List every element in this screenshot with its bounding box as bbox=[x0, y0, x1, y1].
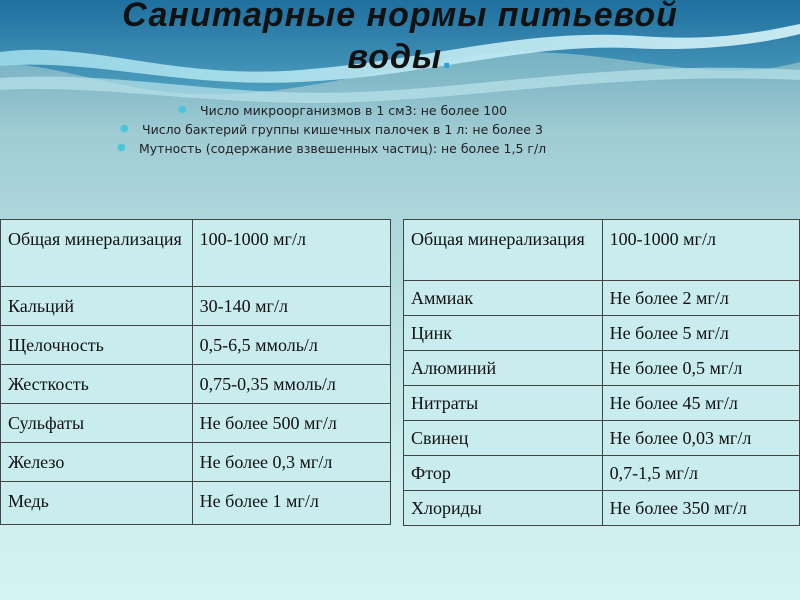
table-cell-name: Аммиак bbox=[404, 281, 603, 316]
bullet-text: Мутность (содержание взвешенных частиц): не более 1,5 г/л bbox=[139, 141, 547, 156]
slide-title-line2 bbox=[0, 38, 800, 77]
table-cell-value: Не более 5 мг/л bbox=[602, 316, 799, 351]
table-cell-value: Не более 0,03 мг/л bbox=[602, 421, 799, 456]
table-cell-value: Не более 0,5 мг/л bbox=[602, 351, 799, 386]
table-cell-value: 0,5-6,5 ммоль/л bbox=[192, 326, 390, 365]
table-row bbox=[1, 220, 391, 287]
table-cell-value: 0,7-1,5 мг/л bbox=[602, 456, 799, 491]
table-cell-value: Не более 350 мг/л bbox=[602, 491, 799, 526]
table-row bbox=[404, 351, 800, 386]
table-cell-name: Алюминий bbox=[404, 351, 603, 386]
table-row bbox=[404, 456, 800, 491]
table-row bbox=[1, 326, 391, 365]
bullet-text: Число бактерий группы кишечных палочек в 1 л: не более 3 bbox=[142, 122, 543, 137]
table-row bbox=[404, 386, 800, 421]
bullet-icon: ● bbox=[120, 123, 129, 134]
norms-table-left bbox=[0, 219, 391, 525]
table-row bbox=[1, 482, 391, 525]
table-cell-name: Щелочность bbox=[1, 326, 193, 365]
table-cell-name: Свинец bbox=[404, 421, 603, 456]
table-cell-name: Кальций bbox=[1, 287, 193, 326]
table-cell-name: Нитраты bbox=[404, 386, 603, 421]
table-cell-name: Фтор bbox=[404, 456, 603, 491]
table-cell-value: Не более 2 мг/л bbox=[602, 281, 799, 316]
bullet-text: Число микроорганизмов в 1 см3: не более 100 bbox=[200, 103, 508, 118]
table-row bbox=[404, 220, 800, 281]
title-dot: . bbox=[442, 38, 453, 76]
slide-title: Санитарные нормы питьевой bbox=[122, 0, 678, 34]
table-cell-name: Общая минерализация bbox=[404, 220, 603, 281]
table-cell-name: Железо bbox=[1, 443, 193, 482]
table-row bbox=[1, 404, 391, 443]
table-cell-name: Цинк bbox=[404, 316, 603, 351]
table-cell-value: Не более 1 мг/л bbox=[192, 482, 390, 525]
bullet-item bbox=[117, 141, 547, 156]
table-cell-value: 0,75-0,35 ммоль/л bbox=[192, 365, 390, 404]
table-cell-value: 100-1000 мг/л bbox=[602, 220, 799, 281]
table-cell-value: Не более 500 мг/л bbox=[192, 404, 390, 443]
table-row bbox=[404, 491, 800, 526]
table-row bbox=[1, 287, 391, 326]
table-cell-value: 30-140 мг/л bbox=[192, 287, 390, 326]
table-row bbox=[404, 316, 800, 351]
bullet-icon: ● bbox=[117, 142, 126, 153]
bullet-item bbox=[178, 103, 508, 118]
bullet-icon: ● bbox=[178, 104, 187, 115]
table-cell-value: 100-1000 мг/л bbox=[192, 220, 390, 287]
bullet-item bbox=[120, 122, 543, 137]
table-row bbox=[1, 365, 391, 404]
table-cell-value: Не более 45 мг/л bbox=[602, 386, 799, 421]
table-row bbox=[404, 421, 800, 456]
table-row bbox=[404, 281, 800, 316]
table-cell-name: Хлориды bbox=[404, 491, 603, 526]
table-cell-name: Общая минерализация bbox=[1, 220, 193, 287]
table-cell-value: Не более 0,3 мг/л bbox=[192, 443, 390, 482]
table-row bbox=[1, 443, 391, 482]
table-cell-name: Сульфаты bbox=[1, 404, 193, 443]
table-cell-name: Жесткость bbox=[1, 365, 193, 404]
slide-title-word: воды bbox=[347, 38, 443, 76]
norms-table-right bbox=[403, 219, 800, 526]
table-cell-name: Медь bbox=[1, 482, 193, 525]
